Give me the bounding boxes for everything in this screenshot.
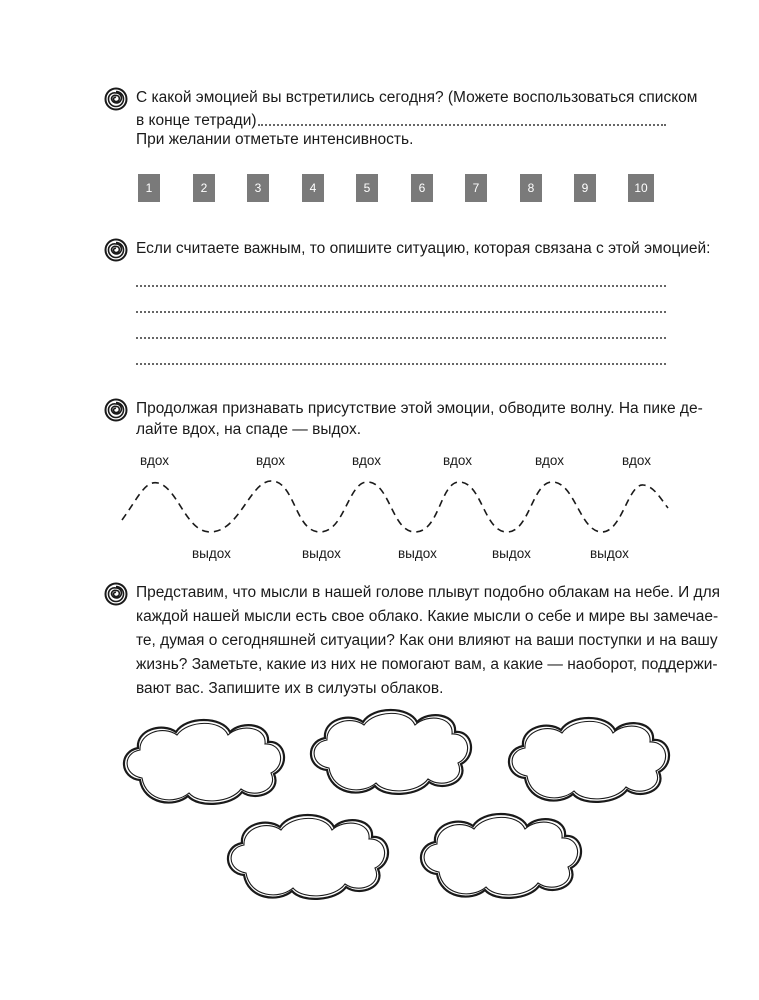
intensity-prompt: При желании отметьте интенсивность. <box>136 131 414 148</box>
intensity-box-8[interactable]: 8 <box>520 174 542 202</box>
inhale-label: вдох <box>256 453 286 468</box>
inhale-label: вдох <box>443 453 473 468</box>
clouds-text-line-1: Представим, что мысли в нашей голове плывут подобно облакам на небе. И для <box>136 584 721 601</box>
exhale-label: выдох <box>590 546 629 561</box>
clouds-text-line-5: вают вас. Запишите их в силуэты облаков. <box>136 680 444 697</box>
question-line-1: С какой эмоцией вы встретились сегодня? (Можете воспользоваться списком <box>136 89 698 106</box>
intensity-box-3[interactable]: 3 <box>247 174 269 202</box>
inhale-label: вдох <box>352 453 382 468</box>
wave-instruction-line-2: лайте вдох, на спаде — выдох. <box>136 421 362 438</box>
intensity-box-4[interactable]: 4 <box>302 174 324 202</box>
thought-cloud[interactable] <box>509 718 669 802</box>
inhale-label: вдох <box>535 453 565 468</box>
clouds-text-line-3: те, думая о сегодняшней ситуации? Как они влияют на ваши поступки и на вашу <box>136 632 718 649</box>
wave-instruction-line-1: Продолжая признавать присутствие этой эмоции, обводите волну. На пике де- <box>136 400 703 417</box>
inhale-label: вдох <box>140 453 170 468</box>
intensity-box-6[interactable]: 6 <box>411 174 433 202</box>
exhale-label: выдох <box>302 546 341 561</box>
thought-cloud[interactable] <box>228 815 388 899</box>
question-line-2: в конце тетради) <box>136 112 257 129</box>
exhale-label: выдох <box>492 546 531 561</box>
thought-cloud[interactable] <box>421 814 581 898</box>
intensity-box-7[interactable]: 7 <box>465 174 487 202</box>
thought-cloud[interactable] <box>124 720 284 804</box>
intensity-box-2[interactable]: 2 <box>193 174 215 202</box>
thought-cloud[interactable] <box>311 710 471 794</box>
intensity-box-1[interactable]: 1 <box>138 174 160 202</box>
clouds-text-line-4: жизнь? Заметьте, какие из них не помогают вам, а какие — наоборот, поддержи- <box>136 656 718 673</box>
intensity-box-5[interactable]: 5 <box>356 174 378 202</box>
intensity-box-9[interactable]: 9 <box>574 174 596 202</box>
intensity-box-10[interactable]: 10 <box>628 174 654 202</box>
clouds-text-line-2: каждой нашей мысли есть свое облако. Какие мысли о себе и мире вы замечае- <box>136 608 719 625</box>
inhale-label: вдох <box>622 453 652 468</box>
exhale-label: выдох <box>192 546 231 561</box>
situation-prompt: Если считаете важным, то опишите ситуацию, которая связана с этой эмоцией: <box>136 240 711 257</box>
exhale-label: выдох <box>398 546 437 561</box>
